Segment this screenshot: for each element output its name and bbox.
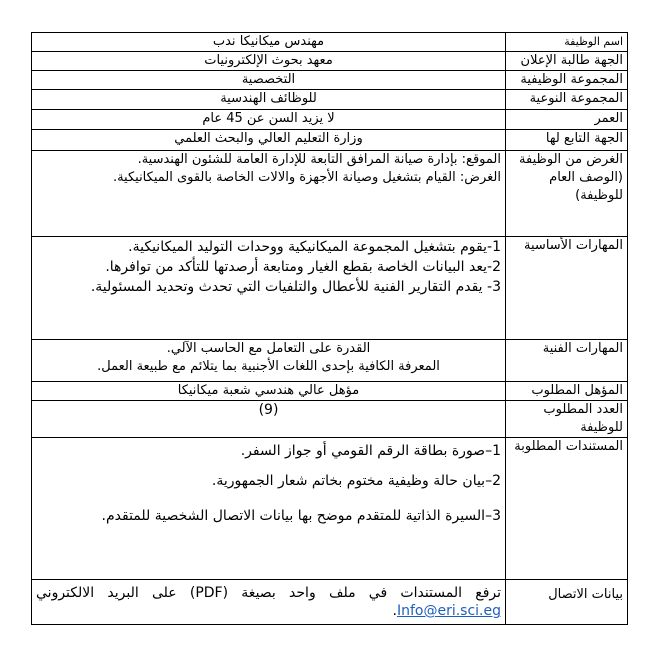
row-purpose bbox=[32, 151, 628, 237]
line: القدرة على التعامل مع الحاسب الآلي. bbox=[166, 341, 371, 356]
label: الجهة طالبة الإعلان bbox=[506, 52, 628, 71]
label: العمر bbox=[506, 110, 628, 130]
line: الموقع: بإدارة صيانة المرافق التابعة للإدارة العامة للشئون الهندسية. bbox=[137, 152, 501, 167]
line: 3- يقدم التقارير الفنية للأعطال والتلفيات التي تحدث وتحديد المسئولية. bbox=[90, 279, 501, 295]
row-age bbox=[32, 110, 628, 130]
label bbox=[506, 151, 628, 237]
row-job-name bbox=[32, 33, 628, 52]
label: المستندات المطلوبة bbox=[506, 438, 628, 580]
label: المهارات الأساسية bbox=[506, 237, 628, 340]
label: المؤهل المطلوب bbox=[506, 382, 628, 401]
row-contact bbox=[32, 580, 628, 625]
value: (9) bbox=[32, 401, 506, 438]
row-job-group bbox=[32, 71, 628, 90]
label: الجهة التابع لها bbox=[506, 130, 628, 151]
contact-text: ترفع المستندات في ملف واحد بصيغة (PDF) على البريد الالكتروني bbox=[36, 585, 502, 601]
value: معهد بحوث الإلكترونيات bbox=[32, 52, 506, 71]
value: مؤهل عالي هندسي شعبة ميكانيكا bbox=[32, 382, 506, 401]
value: مهندس ميكانيكا ندب bbox=[32, 33, 506, 52]
value: وزارة التعليم العالي والبحث العلمي bbox=[32, 130, 506, 151]
row-qualitative-group bbox=[32, 90, 628, 110]
label: العدد المطلوب للوظيفة bbox=[506, 401, 628, 438]
label: المجموعة الوظيفية bbox=[506, 71, 628, 90]
label: بيانات الاتصال bbox=[506, 580, 628, 625]
value bbox=[32, 340, 506, 382]
value bbox=[32, 438, 506, 580]
label: المجموعة النوعية bbox=[506, 90, 628, 110]
value bbox=[32, 237, 506, 340]
row-technical-skills bbox=[32, 340, 628, 382]
row-qualification bbox=[32, 382, 628, 401]
line: 3–السيرة الذاتية للمتقدم موضح بها بيانات الاتصال الشخصية للمتقدم. bbox=[101, 508, 501, 524]
row-count bbox=[32, 401, 628, 438]
line: المعرفة الكافية بإحدى اللغات الأجنبية بما يتلائم مع طبيعة العمل. bbox=[97, 359, 440, 374]
row-requesting-body bbox=[32, 52, 628, 71]
job-description-table bbox=[31, 32, 628, 625]
row-affiliation bbox=[32, 130, 628, 151]
line: الغرض: القيام بتشغيل وصيانة الأجهزة والالات الخاصة بالقوى الميكانيكية. bbox=[112, 170, 501, 185]
line: 1–صورة بطاقة الرقم القومي أو جواز السفر. bbox=[240, 443, 501, 459]
value: للوظائف الهندسية bbox=[32, 90, 506, 110]
value bbox=[32, 151, 506, 237]
row-basic-skills bbox=[32, 237, 628, 340]
line: 2-يعد البيانات الخاصة بقطع الغيار ومتابعة أرصدتها للتأكد من توافرها. bbox=[105, 259, 501, 275]
label-line: الغرض من الوظيفة bbox=[519, 152, 623, 167]
value bbox=[32, 580, 506, 625]
label-line: (الوصف العام للوظيفة) bbox=[549, 170, 623, 203]
email-link[interactable]: Info@eri.sci.eg bbox=[396, 603, 501, 619]
row-documents bbox=[32, 438, 628, 580]
line: 2–بيان حالة وظيفية مختوم بخاتم شعار الجمهورية. bbox=[211, 473, 501, 489]
label: المهارات الفنية bbox=[506, 340, 628, 382]
period: . bbox=[392, 603, 397, 619]
value: التخصصية bbox=[32, 71, 506, 90]
value: لا يزيد السن عن 45 عام bbox=[32, 110, 506, 130]
line: 1-يقوم بتشغيل المجموعة الميكانيكية ووحدات التوليد الميكانيكية. bbox=[128, 239, 501, 255]
label: اسم الوظيفة bbox=[506, 33, 628, 52]
